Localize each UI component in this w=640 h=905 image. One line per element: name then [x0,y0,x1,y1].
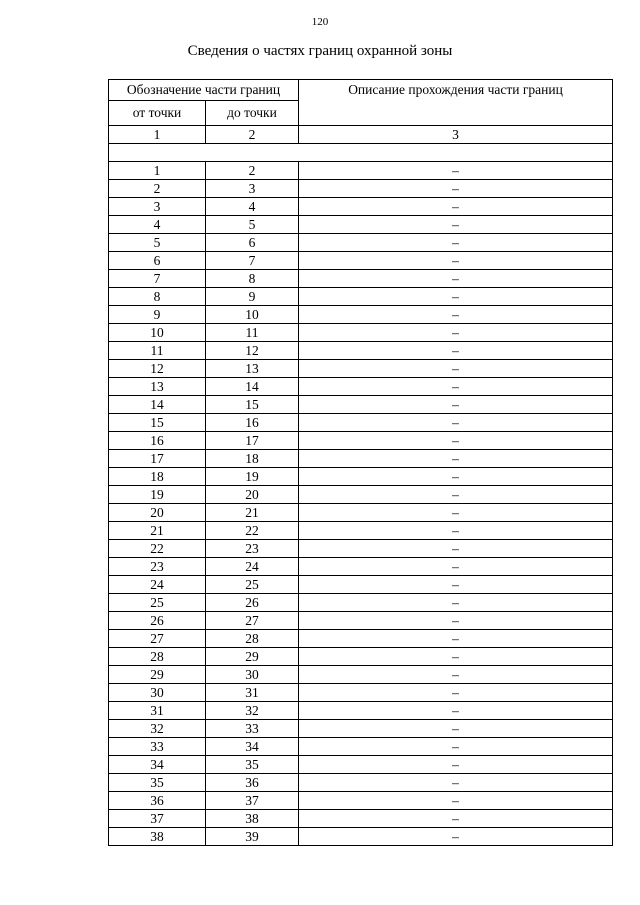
table-row [109,666,613,684]
to-point-cell: 8 [206,270,299,288]
table-row [109,162,613,180]
description-cell: – [299,576,613,594]
from-point-cell: 6 [109,252,206,270]
to-point-cell: 36 [206,774,299,792]
from-point-cell: 24 [109,576,206,594]
table-row [109,396,613,414]
from-point-cell: 35 [109,774,206,792]
from-point-cell: 26 [109,612,206,630]
description-cell: – [299,702,613,720]
to-point-cell: 6 [206,234,299,252]
table-row [109,684,613,702]
from-point-cell: 11 [109,342,206,360]
description-cell: – [299,630,613,648]
table-row [109,216,613,234]
to-point-cell: 22 [206,522,299,540]
spacer-cell [109,144,613,162]
table-row [109,360,613,378]
column-number-3: 3 [299,126,613,144]
from-point-cell: 27 [109,630,206,648]
table-row [109,828,613,846]
table-row [109,630,613,648]
from-point-cell: 32 [109,720,206,738]
to-point-cell: 17 [206,432,299,450]
to-point-cell: 13 [206,360,299,378]
description-cell: – [299,252,613,270]
description-cell: – [299,162,613,180]
table-row [109,252,613,270]
description-cell: – [299,720,613,738]
to-point-cell: 10 [206,306,299,324]
page-number: 120 [311,16,329,28]
description-cell: – [299,792,613,810]
to-point-cell: 21 [206,504,299,522]
to-point-cell: 15 [206,396,299,414]
to-point-cell: 20 [206,486,299,504]
description-cell: – [299,270,613,288]
table-row [109,378,613,396]
description-cell: – [299,396,613,414]
description-cell: – [299,360,613,378]
description-cell: – [299,666,613,684]
table-row [109,756,613,774]
description-cell: – [299,450,613,468]
to-point-cell: 7 [206,252,299,270]
to-point-cell: 38 [206,810,299,828]
from-point-cell: 8 [109,288,206,306]
table-row [109,468,613,486]
from-point-cell: 9 [109,306,206,324]
to-point-cell: 5 [206,216,299,234]
from-point-cell: 16 [109,432,206,450]
boundary-parts-table [108,79,613,846]
description-cell: – [299,216,613,234]
table-row [109,288,613,306]
to-point-cell: 29 [206,648,299,666]
description-cell: – [299,810,613,828]
table-row [109,720,613,738]
from-point-cell: 7 [109,270,206,288]
from-point-cell: 5 [109,234,206,252]
table-row [109,558,613,576]
to-point-cell: 34 [206,738,299,756]
from-point-cell: 10 [109,324,206,342]
from-point-cell: 4 [109,216,206,234]
from-point-cell: 13 [109,378,206,396]
description-cell: – [299,342,613,360]
from-point-cell: 21 [109,522,206,540]
to-point-cell: 2 [206,162,299,180]
to-point-cell: 19 [206,468,299,486]
page-title: Сведения о частях границ охранной зоны [187,43,453,59]
to-point-cell: 9 [206,288,299,306]
to-point-cell: 3 [206,180,299,198]
column-number-1: 1 [109,126,206,144]
to-point-cell: 39 [206,828,299,846]
to-point-cell: 18 [206,450,299,468]
to-point-cell: 32 [206,702,299,720]
from-point-cell: 37 [109,810,206,828]
from-point-cell: 18 [109,468,206,486]
to-point-cell: 27 [206,612,299,630]
description-cell: – [299,414,613,432]
table-row [109,450,613,468]
table-row [109,306,613,324]
to-point-cell: 25 [206,576,299,594]
table-body [109,80,613,846]
column-number-row [109,126,613,144]
from-point-cell: 28 [109,648,206,666]
from-point-cell: 33 [109,738,206,756]
table-row [109,270,613,288]
from-point-cell: 29 [109,666,206,684]
table-row [109,324,613,342]
table-row [109,594,613,612]
table-row [109,486,613,504]
description-cell: – [299,612,613,630]
table-row [109,432,613,450]
description-cell: – [299,594,613,612]
from-point-cell: 3 [109,198,206,216]
spacer-row [109,144,613,162]
table-row [109,180,613,198]
description-cell: – [299,540,613,558]
table-row [109,342,613,360]
to-point-cell: 4 [206,198,299,216]
from-point-cell: 17 [109,450,206,468]
to-point-cell: 31 [206,684,299,702]
description-cell: – [299,288,613,306]
table-row [109,414,613,432]
description-cell: – [299,738,613,756]
from-point-cell: 20 [109,504,206,522]
to-point-cell: 23 [206,540,299,558]
description-cell: – [299,558,613,576]
description-cell: – [299,756,613,774]
table-row [109,522,613,540]
from-point-cell: 15 [109,414,206,432]
description-cell: – [299,306,613,324]
table-row [109,198,613,216]
from-point-cell: 1 [109,162,206,180]
to-point-cell: 16 [206,414,299,432]
from-point-cell: 12 [109,360,206,378]
from-point-cell: 31 [109,702,206,720]
description-cell: – [299,468,613,486]
to-point-cell: 37 [206,792,299,810]
table-row [109,504,613,522]
description-cell: – [299,432,613,450]
to-point-cell: 11 [206,324,299,342]
header-description: Описание прохождения части границ [299,80,613,126]
description-cell: – [299,198,613,216]
from-point-cell: 25 [109,594,206,612]
description-cell: – [299,180,613,198]
to-point-cell: 14 [206,378,299,396]
from-point-cell: 14 [109,396,206,414]
description-cell: – [299,234,613,252]
table-row [109,810,613,828]
description-cell: – [299,774,613,792]
to-point-cell: 33 [206,720,299,738]
to-point-cell: 30 [206,666,299,684]
column-number-2: 2 [206,126,299,144]
from-point-cell: 36 [109,792,206,810]
table-row [109,612,613,630]
description-cell: – [299,522,613,540]
description-cell: – [299,648,613,666]
header-from-point: от точки [109,101,206,126]
from-point-cell: 22 [109,540,206,558]
to-point-cell: 12 [206,342,299,360]
description-cell: – [299,828,613,846]
table-row [109,648,613,666]
from-point-cell: 2 [109,180,206,198]
table-row [109,792,613,810]
from-point-cell: 34 [109,756,206,774]
table-row [109,738,613,756]
from-point-cell: 23 [109,558,206,576]
to-point-cell: 26 [206,594,299,612]
header-to-point: до точки [206,101,299,126]
table-row [109,702,613,720]
from-point-cell: 19 [109,486,206,504]
description-cell: – [299,324,613,342]
to-point-cell: 24 [206,558,299,576]
to-point-cell: 35 [206,756,299,774]
from-point-cell: 38 [109,828,206,846]
description-cell: – [299,378,613,396]
table-row [109,774,613,792]
from-point-cell: 30 [109,684,206,702]
description-cell: – [299,486,613,504]
header-row-group [109,80,613,101]
to-point-cell: 28 [206,630,299,648]
table-row [109,540,613,558]
description-cell: – [299,504,613,522]
description-cell: – [299,684,613,702]
header-designation: Обозначение части границ [109,80,299,101]
table-row [109,576,613,594]
table-row [109,234,613,252]
